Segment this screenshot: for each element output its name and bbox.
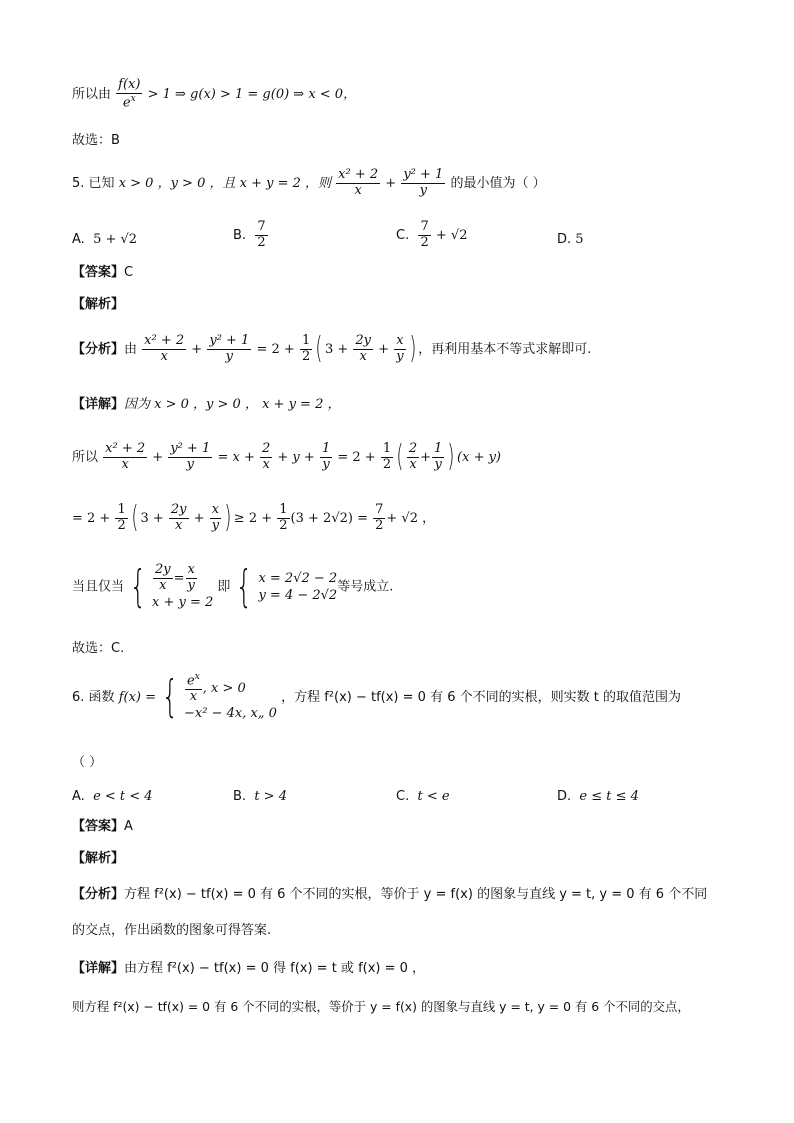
question-5-stem: 5. 已知 x > 0 ，y > 0 ，且 x + y = 2 ，则 $\frac{\text{x² + 2}}{x}$ + $\frac{\text{y² + 1}}{y}$ 的最小值为（ ） — [72, 167, 546, 198]
derivation-line-2: = 2 + $\frac{1}{2}$ ( 3 + $\frac{2y}{x}$ + $\frac{x}{y}$ ) ≥ 2 + $\frac{1}{2}$ (3 + 2√2) = $\frac{7}{2}$ + √2 ， — [72, 500, 436, 536]
fraction: $\frac{1}{y}$ — [434, 441, 443, 472]
question-6-stem: 6. 函数 f(x) = { $\frac{e^x}{x}$ , x > 0 −x² − 4x, x„ 0 ，方程 f²(x) − tf(x) = 0 有 6 个不同的实根，则实数 t 的取值范围为 — [72, 671, 681, 723]
fraction: $\frac{x}{y}$ — [396, 333, 404, 364]
fraction: $\frac{\text{y² + 1}}{y}$ — [170, 441, 211, 472]
fraction: $\frac{2}{x}$ — [261, 441, 271, 472]
option-a: A. 5 + √2 — [72, 232, 138, 247]
fraction: $\frac{f(x)}{e^x}$ — [118, 77, 141, 111]
fraction: $\frac{x}{y}$ — [211, 502, 220, 533]
conclusion-line — [72, 78, 356, 111]
option-a: A. e < t < 4 — [72, 789, 153, 804]
analysis-line: 【分析】方程 f²(x) − tf(x) = 0 有 6 个不同的实根，等价于 y = f(x) 的图象与直线 y = t, y = 0 有 6 个不同 — [72, 887, 708, 902]
analysis-heading: 【解析】 — [72, 297, 125, 312]
detail-line: 【详解】因为 x > 0 ，y > 0 ， x + y = 2 ， — [72, 397, 341, 412]
analysis-line-cont: 的交点，作出函数的图象可得答案. — [72, 923, 272, 938]
fraction: $\frac{1}{2}$ — [382, 441, 392, 472]
fraction: $\frac{\text{x² + 2}}{x}$ — [105, 441, 146, 472]
answer-line: 【答案】C — [72, 265, 134, 280]
system-1: $\frac{2y}{x}$ = $\frac{x}{y}$ x + y = 2 — [152, 562, 214, 610]
fraction: $\frac{7}{2}$ — [375, 502, 384, 533]
fraction: $\frac{2}{x}$ — [408, 441, 418, 472]
option-b: B. $\frac{7}{2}$ — [233, 219, 266, 250]
fraction: $\frac{1}{2}$ — [117, 502, 126, 533]
fraction: $\frac{1}{2}$ — [301, 333, 311, 364]
option-c: C. t < e — [396, 789, 450, 804]
answer-choice-line: 故选：C. — [72, 641, 125, 656]
fraction: $\frac{2y}{x}$ — [355, 333, 371, 364]
option-c: C. $\frac{7}{2}$ + √2 — [396, 219, 468, 250]
math-text: > 1 ⇒ g(x) > 1 = g(0) ⇒ x < 0， — [147, 87, 357, 103]
fraction: $\frac{1}{2}$ — [279, 502, 288, 533]
fraction: $\frac{2y}{x}$ — [170, 502, 187, 533]
option-d: D. e ≤ t ≤ 4 — [557, 789, 639, 804]
analysis-heading: 【解析】 — [72, 851, 125, 866]
fraction: $\frac{\text{x² + 2}}{x}$ — [144, 333, 185, 364]
fraction: $\frac{7}{2}$ — [257, 219, 266, 250]
fraction: $\frac{7}{2}$ — [420, 219, 429, 250]
derivation-line-1: 所以 $\frac{\text{x² + 2}}{x}$ + $\frac{\text{y² + 1}}{y}$ = x + $\frac{2}{x}$ + y + $\frac{1}{y}$ = 2 + $\frac{1}{2}$ ( $\frac{2}{x}$ + $\frac{1}{y}$ ) (x + y) — [72, 439, 502, 475]
detail-line-cont: 则方程 f²(x) − tf(x) = 0 有 6 个不同的实根，等价于 y = f(x) 的图象与直线 y = t, y = 0 有 6 个不同的交点， — [72, 999, 690, 1014]
fraction: $\frac{\text{y² + 1}}{y}$ — [403, 167, 444, 198]
piecewise-function: $\frac{e^x}{x}$ , x > 0 −x² − 4x, x„ 0 — [184, 672, 277, 722]
option-d: D. 5 — [557, 232, 584, 247]
fraction: $\frac{\text{x² + 2}}{x}$ — [338, 167, 379, 198]
answer-choice-line: 故选：B — [72, 133, 120, 148]
option-b: B. t > 4 — [233, 789, 287, 804]
text: 所以由 — [72, 87, 112, 103]
fraction: $\frac{\text{y² + 1}}{y}$ — [209, 333, 250, 364]
fraction: $\frac{1}{y}$ — [321, 441, 331, 472]
detail-line: 【详解】由方程 f²(x) − tf(x) = 0 得 f(x) = t 或 f(x) = 0 ， — [72, 961, 426, 976]
equality-condition-line: 当且仅当 { $\frac{2y}{x}$ = $\frac{x}{y}$ x + y = 2 即 { x = 2√2 − 2 y = 4 − 2√2 等号成立. — [72, 561, 394, 613]
system-2: x = 2√2 − 2 y = 4 − 2√2 — [258, 570, 338, 604]
question-6-paren: （ ） — [72, 755, 103, 770]
answer-line: 【答案】A — [72, 819, 133, 834]
analysis-line: 【分析】由 $\frac{\text{x² + 2}}{x}$ + $\frac{\text{y² + 1}}{y}$ = 2 + $\frac{1}{2}$ ( 3 + $\frac{2y}{x}$ + $\frac{x}{y}$ ) ，再利用基本不等式求解即可. — [72, 331, 592, 367]
